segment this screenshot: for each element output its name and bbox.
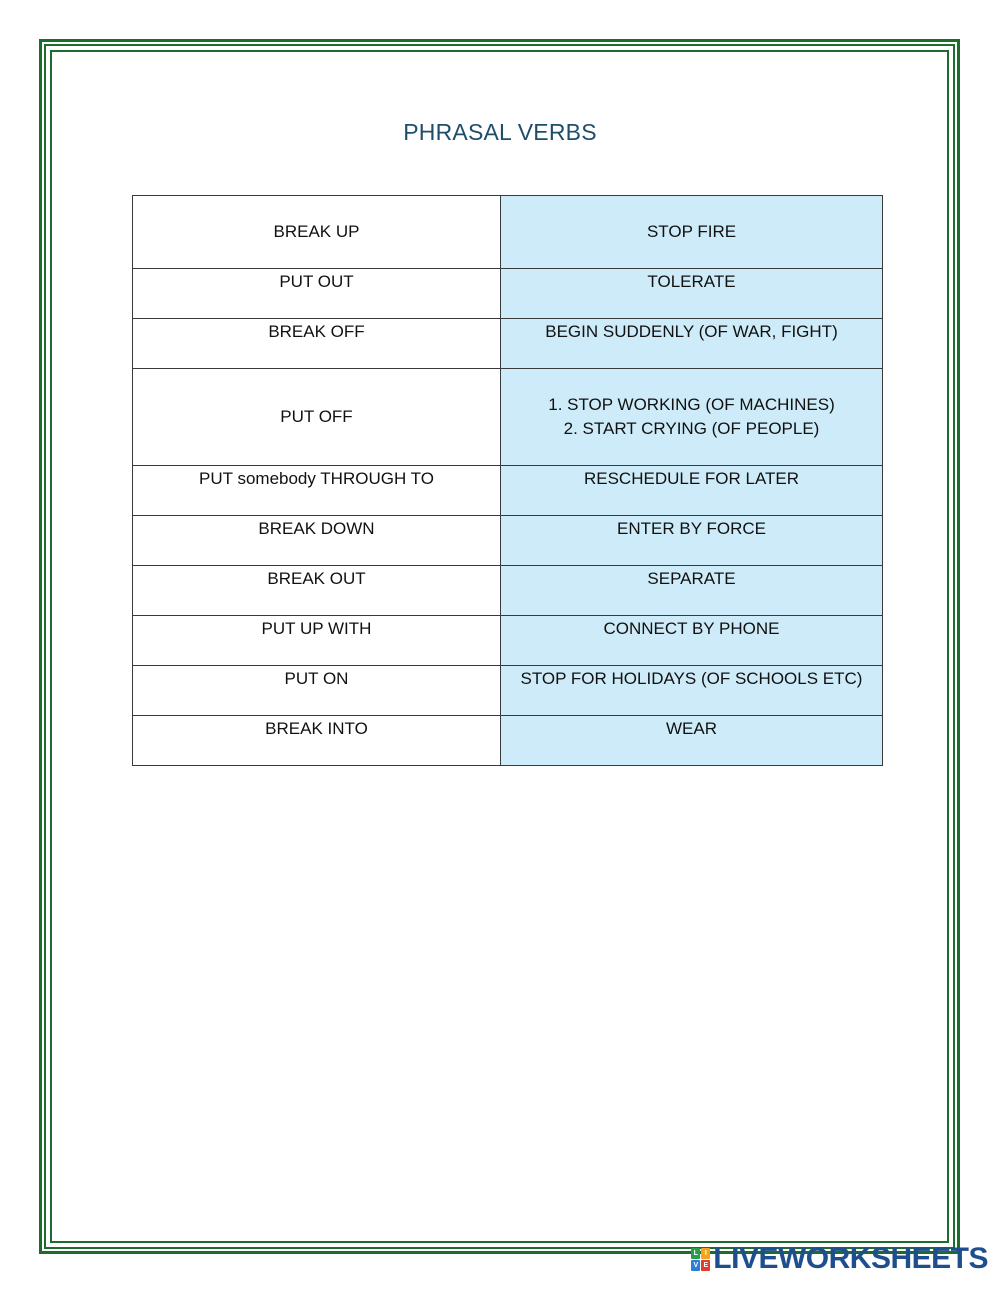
phrasal-verb-cell: BREAK INTO <box>133 716 501 766</box>
phrasal-verb-cell: PUT somebody THROUGH TO <box>133 466 501 516</box>
meaning-text: BEGIN SUDDENLY (OF WAR, FIGHT) <box>545 322 838 341</box>
meaning-cell[interactable] <box>501 319 883 369</box>
matching-table <box>132 195 883 766</box>
meaning-cell[interactable] <box>501 516 883 566</box>
table-row <box>133 516 883 566</box>
phrasal-verb-cell: BREAK DOWN <box>133 516 501 566</box>
meaning-text: STOP FOR HOLIDAYS (OF SCHOOLS ETC) <box>520 669 863 688</box>
meaning-cell[interactable] <box>501 566 883 616</box>
logo-mark-icon <box>691 1248 710 1271</box>
meaning-cell[interactable] <box>501 269 883 319</box>
meaning-cell[interactable] <box>501 666 883 716</box>
page-title: PHRASAL VERBS <box>403 119 597 145</box>
meaning-text: 1. STOP WORKING (OF MACHINES) <box>548 395 835 414</box>
meaning-text: CONNECT BY PHONE <box>603 619 780 638</box>
phrasal-verb-cell: BREAK UP <box>133 196 501 269</box>
meaning-cell[interactable] <box>501 369 883 466</box>
meaning-text: TOLERATE <box>647 272 736 291</box>
table-row <box>133 269 883 319</box>
meaning-text: SEPARATE <box>647 569 736 588</box>
table-row <box>133 566 883 616</box>
phrasal-verb-cell: BREAK OUT <box>133 566 501 616</box>
table-row <box>133 196 883 269</box>
meaning-text: ENTER BY FORCE <box>617 519 766 538</box>
phrasal-verb-cell: PUT OFF <box>133 369 501 466</box>
logo-block: L <box>691 1248 700 1259</box>
meaning-text: WEAR <box>666 719 717 738</box>
logo-block: E <box>701 1260 710 1271</box>
phrasal-verb-cell: PUT ON <box>133 666 501 716</box>
phrasal-verb-cell: BREAK OFF <box>133 319 501 369</box>
table-row <box>133 466 883 516</box>
phrasal-verb-cell: PUT OUT <box>133 269 501 319</box>
meaning-cell[interactable] <box>501 616 883 666</box>
phrasal-verb-cell: PUT UP WITH <box>133 616 501 666</box>
meaning-text: RESCHEDULE FOR LATER <box>583 469 800 488</box>
table-row <box>133 666 883 716</box>
meaning-text: STOP FIRE <box>646 222 737 241</box>
matching-table-body <box>133 196 883 766</box>
meaning-cell[interactable] <box>501 466 883 516</box>
table-row <box>133 716 883 766</box>
logo-text: LIVEWORKSHEETS <box>713 1242 988 1275</box>
meaning-cell[interactable] <box>501 196 883 269</box>
table-row <box>133 369 883 466</box>
liveworksheets-logo <box>691 1242 988 1276</box>
table-row <box>133 319 883 369</box>
logo-block: I <box>701 1248 710 1259</box>
meaning-text: 2. START CRYING (OF PEOPLE) <box>563 419 820 438</box>
logo-block: V <box>691 1260 700 1271</box>
meaning-cell[interactable] <box>501 716 883 766</box>
table-row <box>133 616 883 666</box>
